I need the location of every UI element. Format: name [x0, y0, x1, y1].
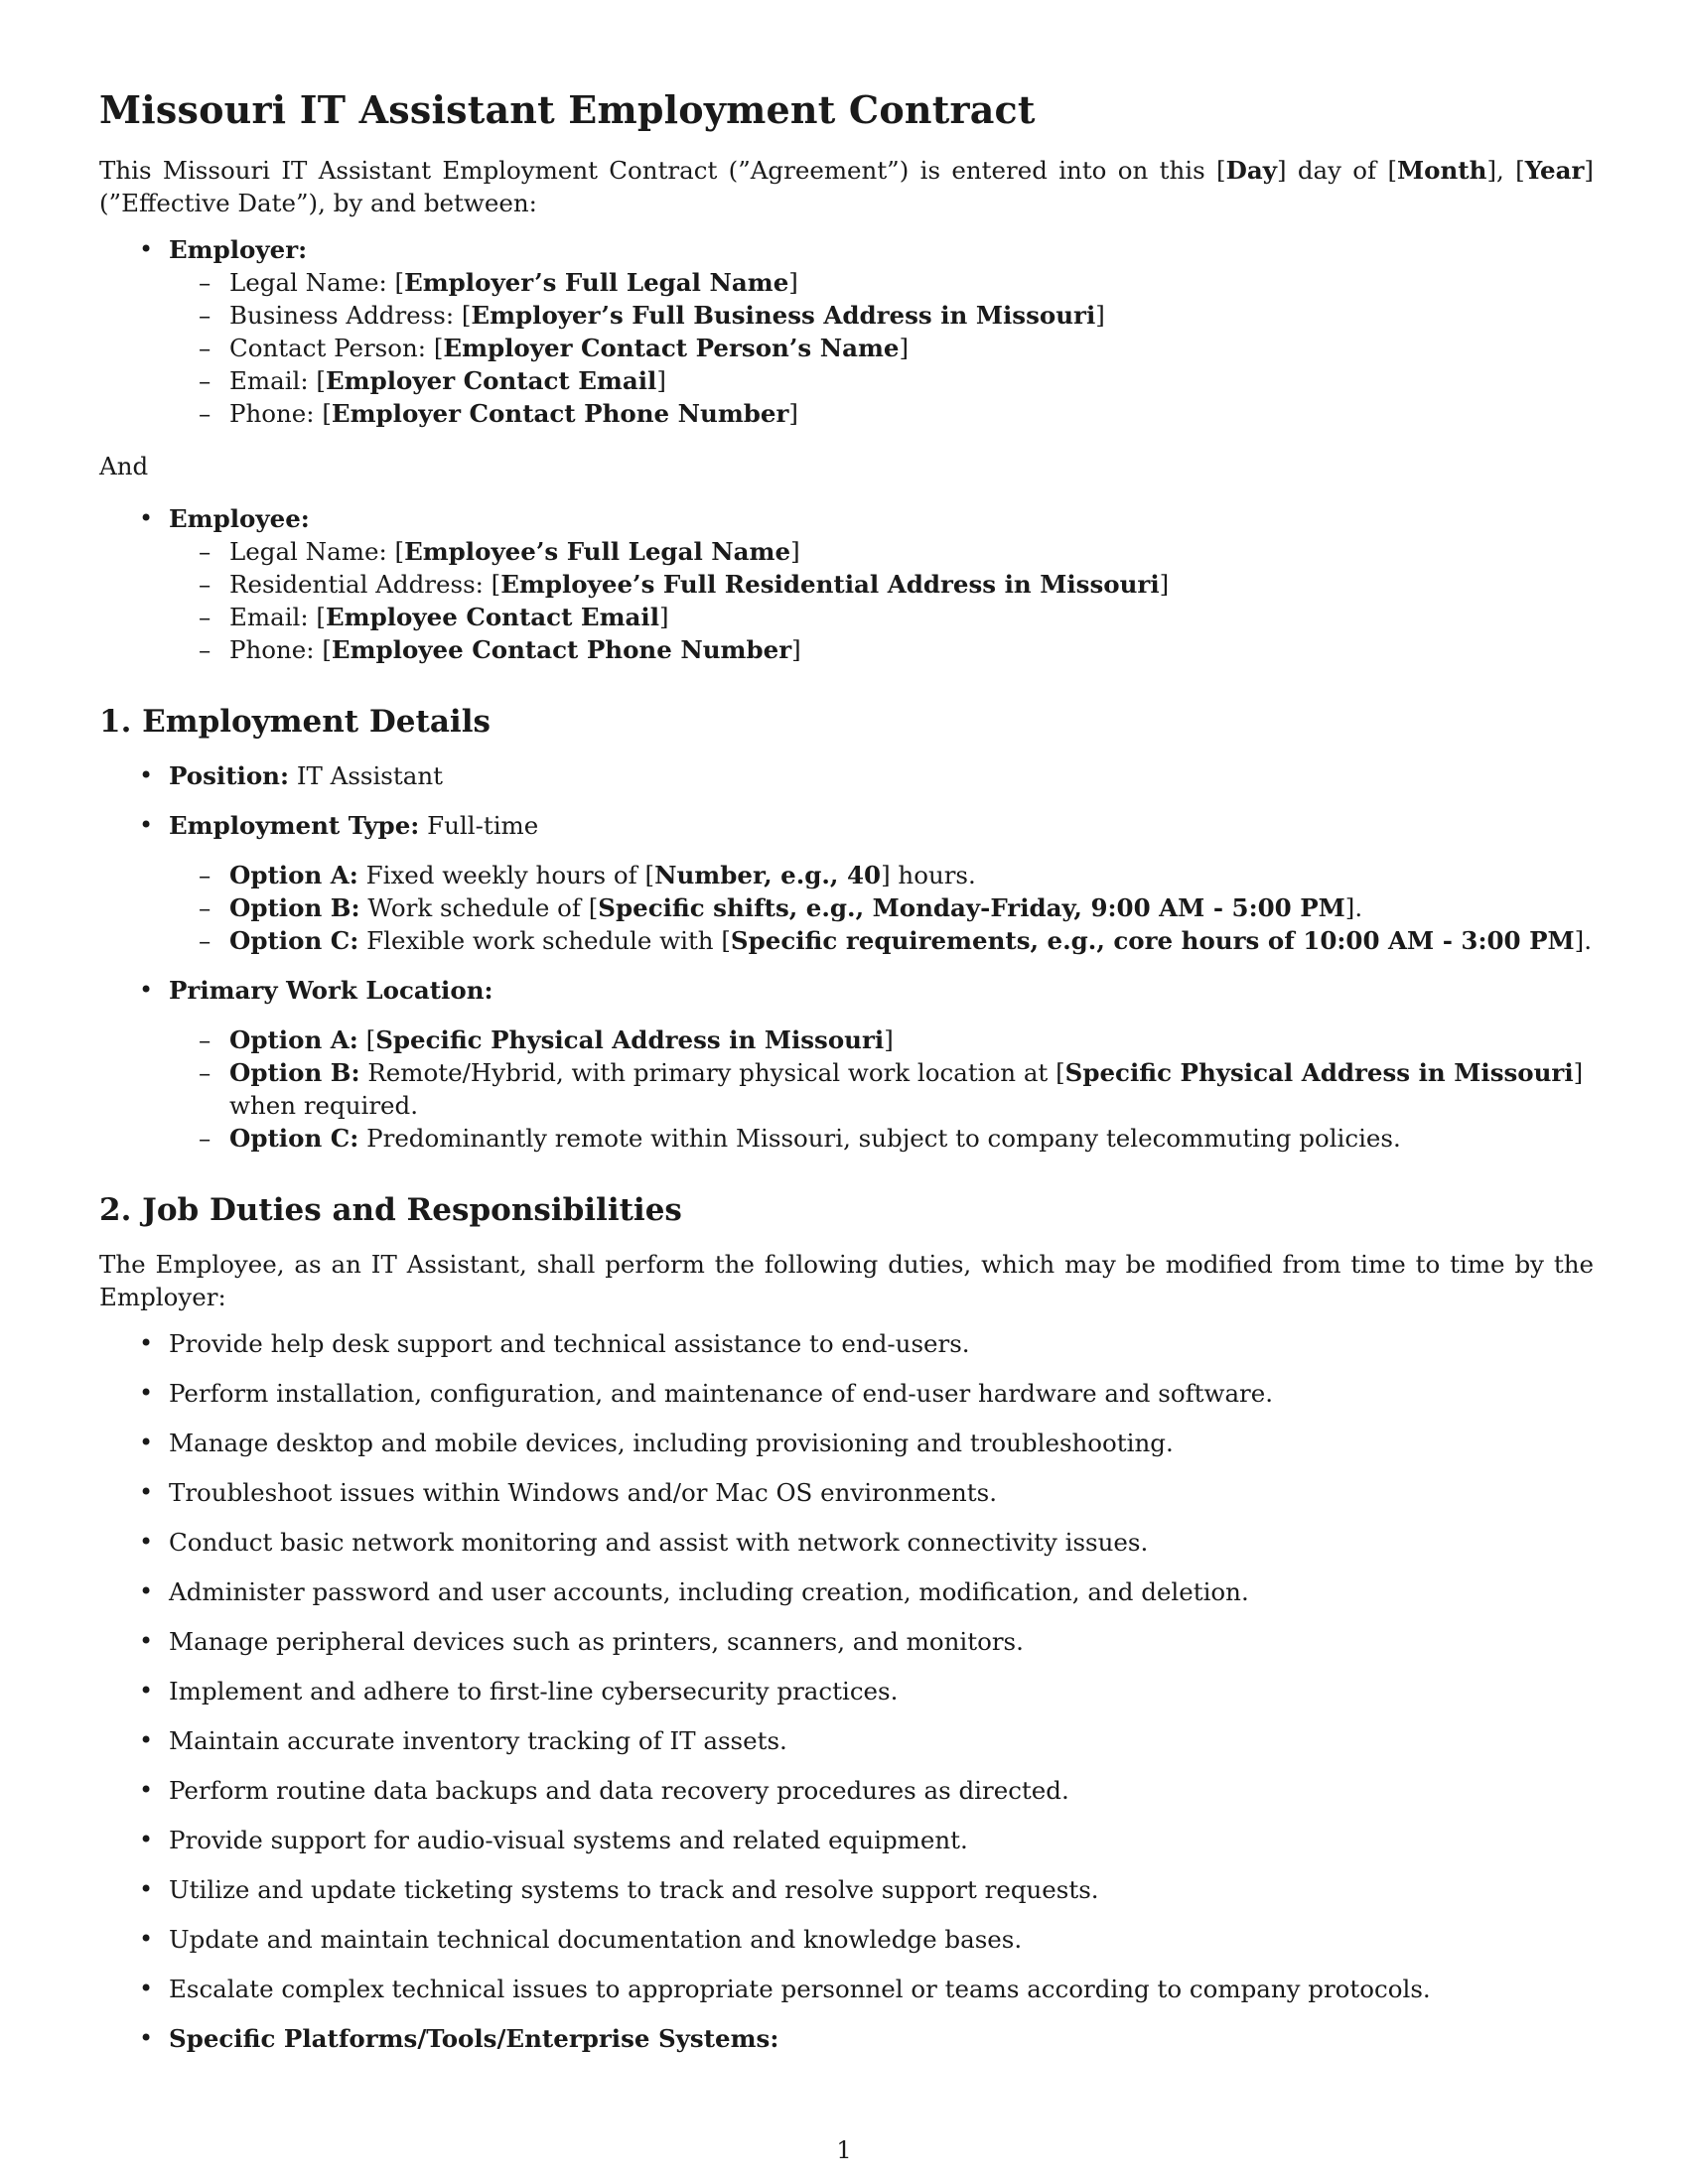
- option-item: – Option A: [Specific Physical Address in Missouri]: [169, 1024, 1594, 1056]
- intro-paragraph: This Missouri IT Assistant Employment Contract (”Agreement”) is entered into on this [Day] day of [Month], [Year] (”Effective Date”), by and between:: [99, 156, 1594, 217]
- employee-item: [99, 502, 1594, 666]
- option-item: – Option C: Flexible work schedule with [Specific requirements, e.g., core hours of 10:00 AM - 3:00 PM].: [169, 924, 1594, 957]
- employee-field: – Legal Name: [Employee’s Full Legal Name]: [169, 535, 1594, 568]
- duty-item: • Perform installation, configuration, and maintenance of end-user hardware and software.: [99, 1377, 1594, 1410]
- duties-intro: The Employee, as an IT Assistant, shall perform the following duties, which may be modified from time to time by the Employer:: [99, 1250, 1594, 1311]
- employment-details-list: [99, 759, 1594, 1155]
- section-1-heading: 1. Employment Details: [99, 704, 491, 740]
- employer-field: – Phone: [Employer Contact Phone Number]: [169, 397, 1594, 430]
- employee-field: – Email: [Employee Contact Email]: [169, 601, 1594, 633]
- employee-block: [99, 502, 1594, 666]
- day-placeholder: Day: [1225, 156, 1277, 185]
- and-separator: And: [99, 452, 149, 480]
- work-location-options: [169, 1024, 1594, 1155]
- position-item: • Position: IT Assistant: [99, 759, 1594, 792]
- year-placeholder: Year: [1524, 156, 1585, 185]
- employee-heading: Employee:: [169, 504, 310, 533]
- duty-item: • Utilize and update ticketing systems to track and resolve support requests.: [99, 1873, 1594, 1906]
- employment-type-item: • Employment Type: Full-time – Option A: Fixed weekly hours of [Number, e.g., 40] hours. – Option B: Work schedule of [Specific shifts, e.g., Monday-Friday, 9:00 AM - 5:00 PM]. – Option C: Flexible work schedule with [Specific requirements, e.g., core hours of 10:00 AM - 3:00 PM].: [99, 809, 1594, 957]
- month-placeholder: Month: [1397, 156, 1487, 185]
- employer-fields: [169, 266, 1594, 430]
- duty-item: • Conduct basic network monitoring and assist with network connectivity issues.: [99, 1526, 1594, 1559]
- employee-fields: [169, 535, 1594, 666]
- employer-heading: Employer:: [169, 235, 308, 264]
- page-number: 1: [836, 2136, 852, 2164]
- duty-item: • Administer password and user accounts, including creation, modification, and deletion.: [99, 1575, 1594, 1608]
- employee-field: – Residential Address: [Employee’s Full Residential Address in Missouri]: [169, 568, 1594, 601]
- document-body: [99, 87, 1594, 2055]
- duty-item: • Perform routine data backups and data recovery procedures as directed.: [99, 1774, 1594, 1807]
- duty-item: • Troubleshoot issues within Windows and/or Mac OS environments.: [99, 1476, 1594, 1509]
- option-item: – Option B: Remote/Hybrid, with primary physical work location at [Specific Physical Address in Missouri] when required.: [169, 1056, 1594, 1122]
- employer-block: [99, 233, 1594, 430]
- platforms-item: • Specific Platforms/Tools/Enterprise Systems:: [99, 2022, 1594, 2055]
- duty-item: • Escalate complex technical issues to appropriate personnel or teams according to company protocols.: [99, 1973, 1594, 2005]
- duty-item: • Maintain accurate inventory tracking of IT assets.: [99, 1724, 1594, 1757]
- option-item: – Option B: Work schedule of [Specific shifts, e.g., Monday-Friday, 9:00 AM - 5:00 PM].: [169, 891, 1594, 924]
- duty-item: • Manage peripheral devices such as printers, scanners, and monitors.: [99, 1625, 1594, 1658]
- employer-field: – Legal Name: [Employer’s Full Legal Name]: [169, 266, 1594, 299]
- employer-field: – Contact Person: [Employer Contact Person’s Name]: [169, 332, 1594, 364]
- document-title: Missouri IT Assistant Employment Contract: [99, 87, 1036, 132]
- option-item: – Option C: Predominantly remote within Missouri, subject to company telecommuting policies.: [169, 1122, 1594, 1155]
- duty-item: • Provide support for audio-visual systems and related equipment.: [99, 1824, 1594, 1856]
- employment-type-options: [169, 859, 1594, 957]
- employee-field: – Phone: [Employee Contact Phone Number]: [169, 633, 1594, 666]
- employer-field: – Email: [Employer Contact Email]: [169, 364, 1594, 397]
- section-2-heading: 2. Job Duties and Responsibilities: [99, 1192, 682, 1228]
- option-item: – Option A: Fixed weekly hours of [Number, e.g., 40] hours.: [169, 859, 1594, 891]
- duty-item: • Provide help desk support and technical assistance to end-users.: [99, 1327, 1594, 1360]
- employer-item: [99, 233, 1594, 430]
- work-location-item: • Primary Work Location: – Option A: [Specific Physical Address in Missouri] – Option B: Remote/Hybrid, with primary physical work location at [Specific Physical Address in Missouri] when required. – Option C: Predominantly remote within Missouri, subject to company telecommuting policies.: [99, 974, 1594, 1155]
- duty-item: • Manage desktop and mobile devices, including provisioning and troubleshooting.: [99, 1427, 1594, 1459]
- duty-item: • Implement and adhere to first-line cybersecurity practices.: [99, 1675, 1594, 1707]
- duty-item: • Update and maintain technical documentation and knowledge bases.: [99, 1923, 1594, 1956]
- duties-list: [99, 1327, 1594, 2055]
- employer-field: – Business Address: [Employer’s Full Business Address in Missouri]: [169, 299, 1594, 332]
